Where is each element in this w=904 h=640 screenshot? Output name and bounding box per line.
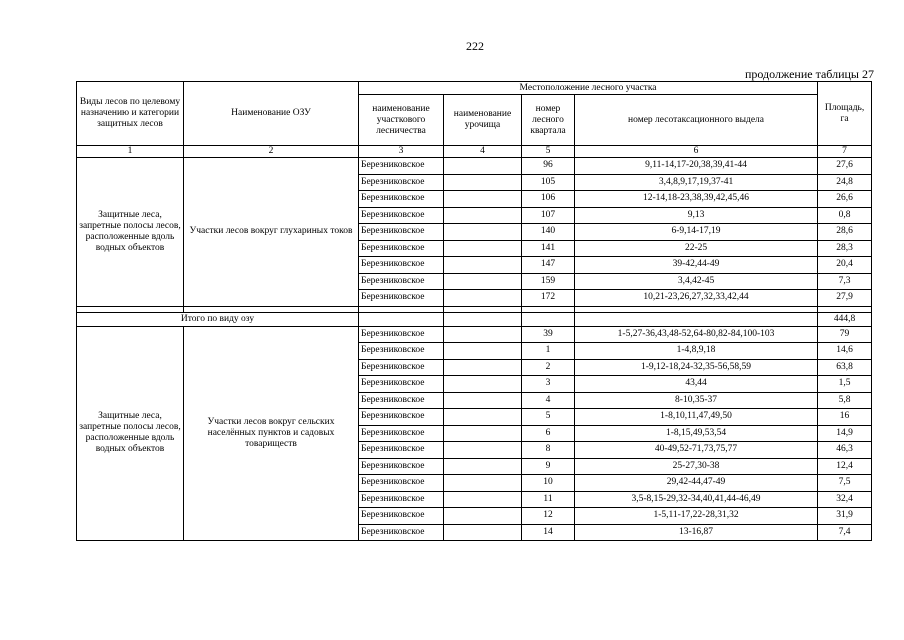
forest-type-cell: Защитные леса, запретные полосы лесов, расположенные вдоль водных объектов — [77, 326, 184, 541]
district-cell: Березниковское — [359, 409, 444, 426]
tract-cell — [444, 425, 522, 442]
area-cell: 14,9 — [818, 425, 872, 442]
forest-plots-table — [76, 81, 872, 541]
allotment-cell: 43,44 — [575, 376, 818, 393]
total-empty-cell — [575, 312, 818, 326]
column-number: 4 — [444, 146, 522, 158]
district-cell: Березниковское — [359, 458, 444, 475]
header-district: наименование участкового лесничества — [359, 95, 444, 146]
quarter-cell: 9 — [522, 458, 575, 475]
district-cell: Березниковское — [359, 524, 444, 541]
area-cell: 7,3 — [818, 273, 872, 290]
allotment-cell: 1-5,11-17,22-28,31,32 — [575, 508, 818, 525]
area-cell: 31,9 — [818, 508, 872, 525]
area-cell: 79 — [818, 326, 872, 343]
tract-cell — [444, 158, 522, 175]
column-number-row — [77, 146, 872, 158]
allotment-cell: 3,4,42-45 — [575, 273, 818, 290]
area-cell: 20,4 — [818, 257, 872, 274]
allotment-cell: 13-16,87 — [575, 524, 818, 541]
district-cell: Березниковское — [359, 343, 444, 360]
quarter-cell: 39 — [522, 326, 575, 343]
quarter-cell: 14 — [522, 524, 575, 541]
area-cell: 46,3 — [818, 442, 872, 459]
quarter-cell: 4 — [522, 392, 575, 409]
tract-cell — [444, 174, 522, 191]
area-cell: 63,8 — [818, 359, 872, 376]
area-cell: 27,9 — [818, 290, 872, 307]
allotment-cell: 1-8,15,49,53,54 — [575, 425, 818, 442]
area-cell: 7,5 — [818, 475, 872, 492]
quarter-cell: 6 — [522, 425, 575, 442]
quarter-cell: 105 — [522, 174, 575, 191]
tract-cell — [444, 290, 522, 307]
area-cell: 1,5 — [818, 376, 872, 393]
area-cell: 32,4 — [818, 491, 872, 508]
header-location: Местоположение лесного участка — [359, 82, 818, 95]
allotment-cell: 6-9,14-17,19 — [575, 224, 818, 241]
tract-cell — [444, 409, 522, 426]
area-cell: 28,3 — [818, 240, 872, 257]
quarter-cell: 172 — [522, 290, 575, 307]
district-cell: Березниковское — [359, 359, 444, 376]
column-number: 6 — [575, 146, 818, 158]
district-cell: Березниковское — [359, 392, 444, 409]
area-cell: 16 — [818, 409, 872, 426]
quarter-cell: 3 — [522, 376, 575, 393]
total-area: 444,8 — [818, 312, 872, 326]
area-cell: 27,6 — [818, 158, 872, 175]
district-cell: Березниковское — [359, 191, 444, 208]
total-empty-cell — [522, 312, 575, 326]
forest-type-cell: Защитные леса, запретные полосы лесов, расположенные вдоль водных объектов — [77, 158, 184, 307]
allotment-cell: 1-5,27-36,43,48-52,64-80,82-84,100-103 — [575, 326, 818, 343]
quarter-cell: 12 — [522, 508, 575, 525]
allotment-cell: 10,21-23,26,27,32,33,42,44 — [575, 290, 818, 307]
tract-cell — [444, 491, 522, 508]
column-number: 5 — [522, 146, 575, 158]
tract-cell — [444, 273, 522, 290]
total-empty-cell — [359, 312, 444, 326]
district-cell: Березниковское — [359, 376, 444, 393]
quarter-cell: 107 — [522, 207, 575, 224]
allotment-cell: 25-27,30-38 — [575, 458, 818, 475]
quarter-cell: 141 — [522, 240, 575, 257]
tract-cell — [444, 524, 522, 541]
district-cell: Березниковское — [359, 224, 444, 241]
district-cell: Березниковское — [359, 207, 444, 224]
district-cell: Березниковское — [359, 257, 444, 274]
district-cell: Березниковское — [359, 273, 444, 290]
column-number: 7 — [818, 146, 872, 158]
tract-cell — [444, 475, 522, 492]
page-number: 222 — [466, 39, 484, 53]
district-cell: Березниковское — [359, 326, 444, 343]
area-cell: 24,8 — [818, 174, 872, 191]
district-cell: Березниковское — [359, 290, 444, 307]
district-cell: Березниковское — [359, 240, 444, 257]
quarter-cell: 8 — [522, 442, 575, 459]
column-number: 1 — [77, 146, 184, 158]
table-row — [77, 326, 872, 343]
tract-cell — [444, 508, 522, 525]
quarter-cell: 96 — [522, 158, 575, 175]
tract-cell — [444, 376, 522, 393]
header-area: Площадь, га — [818, 82, 872, 146]
allotment-cell: 9,13 — [575, 207, 818, 224]
quarter-cell: 159 — [522, 273, 575, 290]
allotment-cell: 1-8,10,11,47,49,50 — [575, 409, 818, 426]
allotment-cell: 9,11-14,17-20,38,39,41-44 — [575, 158, 818, 175]
quarter-cell: 5 — [522, 409, 575, 426]
area-cell: 0,8 — [818, 207, 872, 224]
area-cell: 7,4 — [818, 524, 872, 541]
area-cell: 28,6 — [818, 224, 872, 241]
allotment-cell: 3,5-8,15-29,32-34,40,41,44-46,49 — [575, 491, 818, 508]
quarter-cell: 11 — [522, 491, 575, 508]
district-cell: Березниковское — [359, 442, 444, 459]
tract-cell — [444, 224, 522, 241]
tract-cell — [444, 458, 522, 475]
area-cell: 5,8 — [818, 392, 872, 409]
allotment-cell: 39-42,44-49 — [575, 257, 818, 274]
header-allotment: номер лесотаксационного выдела — [575, 95, 818, 146]
area-cell: 14,6 — [818, 343, 872, 360]
quarter-cell: 140 — [522, 224, 575, 241]
district-cell: Березниковское — [359, 158, 444, 175]
quarter-cell: 106 — [522, 191, 575, 208]
header-forest-type: Виды лесов по целевому назначению и категории защитных лесов — [77, 82, 184, 146]
column-number: 2 — [184, 146, 359, 158]
district-cell: Березниковское — [359, 491, 444, 508]
district-cell: Березниковское — [359, 475, 444, 492]
tract-cell — [444, 442, 522, 459]
total-label: Итого по виду озу — [77, 312, 359, 326]
ozu-name-cell: Участки лесов вокруг сельских населённых пунктов и садовых товариществ — [184, 326, 359, 541]
quarter-cell: 10 — [522, 475, 575, 492]
header-ozu-name: Наименование ОЗУ — [184, 82, 359, 146]
district-cell: Березниковское — [359, 425, 444, 442]
ozu-name-cell: Участки лесов вокруг глухариных токов — [184, 158, 359, 307]
allotment-cell: 29,42-44,47-49 — [575, 475, 818, 492]
allotment-cell: 22-25 — [575, 240, 818, 257]
header-quarter: номер лесного квартала — [522, 95, 575, 146]
allotment-cell: 40-49,52-71,73,75,77 — [575, 442, 818, 459]
allotment-cell: 8-10,35-37 — [575, 392, 818, 409]
column-number: 3 — [359, 146, 444, 158]
tract-cell — [444, 207, 522, 224]
area-cell: 12,4 — [818, 458, 872, 475]
allotment-cell: 12-14,18-23,38,39,42,45,46 — [575, 191, 818, 208]
allotment-cell: 3,4,8,9,17,19,37-41 — [575, 174, 818, 191]
tract-cell — [444, 257, 522, 274]
district-cell: Березниковское — [359, 174, 444, 191]
tract-cell — [444, 191, 522, 208]
quarter-cell: 147 — [522, 257, 575, 274]
table-row — [77, 158, 872, 175]
area-cell: 26,6 — [818, 191, 872, 208]
total-empty-cell — [444, 312, 522, 326]
header-tract: наименование урочища — [444, 95, 522, 146]
allotment-cell: 1-9,12-18,24-32,35-56,58,59 — [575, 359, 818, 376]
quarter-cell: 2 — [522, 359, 575, 376]
tract-cell — [444, 343, 522, 360]
table-continuation-label: продолжение таблицы 27 — [744, 67, 874, 81]
district-cell: Березниковское — [359, 508, 444, 525]
tract-cell — [444, 326, 522, 343]
tract-cell — [444, 359, 522, 376]
tract-cell — [444, 240, 522, 257]
quarter-cell: 1 — [522, 343, 575, 360]
total-row — [77, 312, 872, 326]
allotment-cell: 1-4,8,9,18 — [575, 343, 818, 360]
tract-cell — [444, 392, 522, 409]
